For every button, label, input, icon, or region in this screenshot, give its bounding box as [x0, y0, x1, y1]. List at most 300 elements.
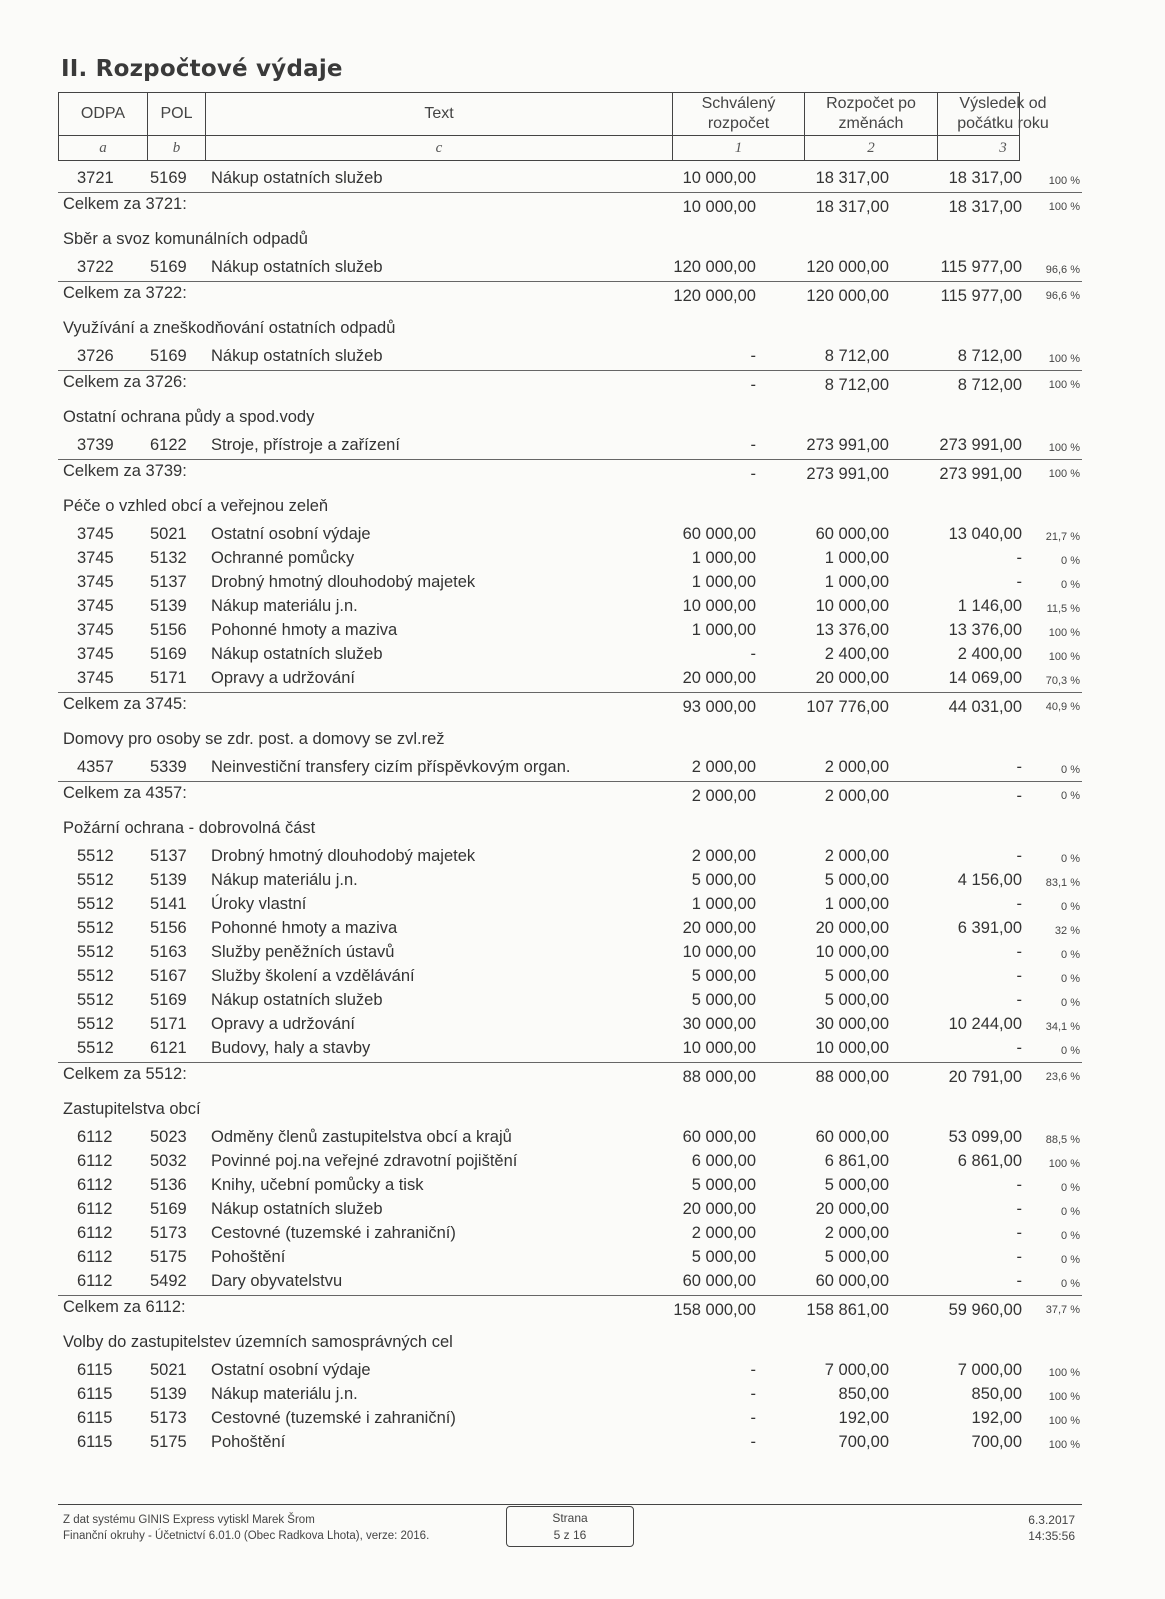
cell-text: Opravy a udržování [211, 1015, 355, 1033]
header-label-b: b [148, 135, 206, 161]
cell-v3: - [1016, 895, 1022, 913]
cell-text: Knihy, učební pomůcky a tisk [211, 1176, 424, 1194]
cell-pol: 5139 [150, 597, 187, 615]
cell-v1: 5 000,00 [691, 871, 756, 889]
cell-odpa: 6115 [77, 1433, 113, 1451]
section-heading: Požární ochrana - dobrovolná část [63, 819, 316, 837]
table-row [0, 917, 1165, 941]
cell-odpa: 5512 [77, 919, 114, 937]
cell-pol: 5139 [150, 1385, 187, 1403]
cell-odpa: 5512 [77, 967, 114, 985]
cell-odpa: 6115 [77, 1385, 113, 1403]
cell-v2: 5 000,00 [824, 871, 889, 889]
table-row [0, 1037, 1165, 1061]
cell-v1: 2 000,00 [691, 1224, 756, 1242]
cell-pol: 5173 [150, 1224, 187, 1242]
cell-pol: 5492 [150, 1272, 187, 1290]
cell-pol: 5171 [150, 669, 187, 687]
header-col2 [805, 93, 938, 135]
cell-odpa: 3739 [77, 436, 114, 454]
cell-v3: 13 040,00 [948, 525, 1022, 543]
cell-pct: 0 % [1061, 1230, 1080, 1242]
cell-text: Ostatní osobní výdaje [211, 1361, 371, 1379]
cell-pct: 11,5 % [1046, 603, 1080, 615]
cell-pol: 5339 [150, 758, 187, 776]
section-heading: Volby do zastupitelstev územních samosprávných cel [63, 1333, 453, 1351]
cell-v1: 1 000,00 [691, 621, 756, 639]
cell-pct: 100 % [1048, 627, 1080, 639]
header-col1 [673, 93, 805, 135]
cell-pol: 5021 [150, 525, 187, 543]
cell-pct: 100 % [1048, 1391, 1080, 1403]
table-row [0, 595, 1165, 619]
total-v3: 18 317,00 [948, 198, 1022, 216]
total-v1: 10 000,00 [682, 198, 756, 216]
cell-v1: - [750, 1409, 756, 1427]
cell-v1: 1 000,00 [691, 573, 756, 591]
cell-pol: 5023 [150, 1128, 187, 1146]
cell-odpa: 3745 [77, 597, 114, 615]
cell-v1: 60 000,00 [682, 525, 756, 543]
cell-pol: 5137 [150, 847, 187, 865]
table-row [0, 643, 1165, 667]
total-pct: 0 % [1061, 790, 1080, 802]
cell-v1: 30 000,00 [682, 1015, 756, 1033]
footer-line2: Finanční okruhy - Účetnictví 6.01.0 (Obec Radkova Lhota), verze: 2016. [63, 1530, 430, 1542]
table-row [0, 941, 1165, 965]
cell-v1: 1 000,00 [691, 895, 756, 913]
cell-pol: 5169 [150, 1200, 187, 1218]
cell-text: Nákup ostatních služeb [211, 347, 383, 365]
total-v3: - [1016, 787, 1022, 805]
cell-v3: - [1016, 1176, 1022, 1194]
cell-pol: 6122 [150, 436, 187, 454]
cell-text: Cestovné (tuzemské i zahraniční) [211, 1224, 456, 1242]
cell-v1: 5 000,00 [691, 1248, 756, 1266]
cell-odpa: 6115 [77, 1361, 113, 1379]
cell-text: Budovy, haly a stavby [211, 1039, 371, 1057]
header-col2-line1: Rozpočet po [826, 95, 916, 112]
cell-v1: 120 000,00 [673, 258, 756, 276]
cell-pol: 5175 [150, 1248, 187, 1266]
total-v3: 115 977,00 [940, 287, 1022, 305]
cell-v3: 6 861,00 [957, 1152, 1022, 1170]
footer-info [63, 1512, 429, 1544]
cell-pct: 96,6 % [1045, 264, 1080, 276]
cell-v2: 192,00 [838, 1409, 889, 1427]
table-row [0, 845, 1165, 869]
cell-odpa: 6112 [77, 1152, 113, 1170]
total-label: Celkem za 3745: [63, 695, 187, 713]
cell-pct: 0 % [1061, 853, 1080, 865]
table-row [0, 1270, 1165, 1294]
table-row [0, 523, 1165, 547]
cell-v3: - [1016, 1248, 1022, 1266]
cell-v1: 60 000,00 [682, 1128, 756, 1146]
cell-v3: - [1016, 1224, 1022, 1242]
total-pct: 40,9 % [1045, 701, 1080, 713]
total-v1: - [750, 376, 756, 394]
cell-odpa: 6112 [77, 1272, 113, 1290]
cell-v1: 10 000,00 [682, 943, 756, 961]
cell-v1: 5 000,00 [691, 967, 756, 985]
cell-v3: 7 000,00 [957, 1361, 1022, 1379]
table-row [0, 989, 1165, 1013]
cell-v1: - [750, 1361, 756, 1379]
table-row [0, 1222, 1165, 1246]
cell-text: Ostatní osobní výdaje [211, 525, 371, 543]
total-v2: 88 000,00 [815, 1068, 889, 1086]
cell-text: Pohoštění [211, 1433, 286, 1451]
total-v2: 107 776,00 [806, 698, 889, 716]
cell-v1: 5 000,00 [691, 1176, 756, 1194]
table-row [0, 965, 1165, 989]
cell-odpa: 6115 [77, 1409, 113, 1427]
cell-odpa: 3745 [77, 525, 114, 543]
cell-v3: - [1016, 1039, 1022, 1057]
cell-pol: 5139 [150, 871, 187, 889]
cell-v1: - [750, 436, 756, 454]
cell-pol: 5169 [150, 645, 187, 663]
cell-text: Nákup materiálu j.n. [211, 1385, 358, 1403]
cell-pct: 100 % [1048, 175, 1080, 187]
cell-pct: 0 % [1061, 901, 1080, 913]
cell-odpa: 3745 [77, 645, 114, 663]
cell-v2: 7 000,00 [824, 1361, 889, 1379]
total-v2: 18 317,00 [815, 198, 889, 216]
total-v2: 8 712,00 [824, 376, 889, 394]
total-v2: 120 000,00 [806, 287, 889, 305]
cell-pol: 5169 [150, 169, 187, 187]
cell-text: Pohonné hmoty a maziva [211, 621, 398, 639]
cell-odpa: 5512 [77, 991, 114, 1009]
cell-text: Povinné poj.na veřejné zdravotní pojištění [211, 1152, 518, 1170]
cell-odpa: 6112 [77, 1176, 113, 1194]
print-timestamp [1028, 1512, 1075, 1544]
group-total [58, 192, 1082, 216]
cell-v2: 5 000,00 [824, 1248, 889, 1266]
cell-text: Nákup ostatních služeb [211, 169, 383, 187]
total-v3: 8 712,00 [957, 376, 1022, 394]
cell-odpa: 4357 [77, 758, 114, 776]
header-label-1: 1 [673, 135, 805, 161]
cell-v1: 2 000,00 [691, 847, 756, 865]
table-row [0, 345, 1165, 369]
header-label-a: a [59, 135, 148, 161]
cell-text: Nákup ostatních služeb [211, 258, 383, 276]
cell-v1: 5 000,00 [691, 991, 756, 1009]
table-row [0, 434, 1165, 458]
cell-odpa: 3745 [77, 621, 114, 639]
cell-odpa: 5512 [77, 1039, 114, 1057]
cell-v2: 850,00 [838, 1385, 889, 1403]
cell-v3: - [1016, 1272, 1022, 1290]
cell-v1: 60 000,00 [682, 1272, 756, 1290]
total-v1: 93 000,00 [682, 698, 756, 716]
cell-text: Služby školení a vzdělávání [211, 967, 415, 985]
page-indicator [506, 1506, 634, 1547]
cell-pct: 100 % [1048, 1415, 1080, 1427]
table-row [0, 1174, 1165, 1198]
footer-line1: Z dat systému GINIS Express vytiskl Marek Šrom [63, 1514, 315, 1526]
cell-text: Cestovné (tuzemské i zahraniční) [211, 1409, 456, 1427]
header-label-2: 2 [805, 135, 938, 161]
table-row [0, 869, 1165, 893]
cell-v1: - [750, 1385, 756, 1403]
table-row [0, 1126, 1165, 1150]
cell-v3: - [1016, 549, 1022, 567]
group-total [58, 692, 1082, 716]
cell-v2: 700,00 [838, 1433, 889, 1451]
cell-odpa: 6112 [77, 1224, 113, 1242]
cell-odpa: 3745 [77, 549, 114, 567]
cell-pct: 0 % [1061, 764, 1080, 776]
cell-v2: 30 000,00 [815, 1015, 889, 1033]
header-col3-line2: počátku roku [957, 115, 1049, 132]
group-total [58, 281, 1082, 305]
cell-v2: 10 000,00 [815, 597, 889, 615]
cell-v1: 1 000,00 [691, 549, 756, 567]
cell-odpa: 3722 [77, 258, 114, 276]
cell-pct: 21,7 % [1045, 531, 1080, 543]
total-pct: 100 % [1048, 468, 1080, 480]
cell-odpa: 6112 [77, 1200, 113, 1218]
table-row [0, 667, 1165, 691]
cell-v2: 1 000,00 [824, 549, 889, 567]
print-date: 6.3.2017 [1028, 1513, 1075, 1527]
cell-pct: 0 % [1061, 949, 1080, 961]
cell-text: Odměny členů zastupitelstva obcí a krajů [211, 1128, 512, 1146]
header-col3-line1: Výsledek od [959, 95, 1047, 112]
table-row [0, 1150, 1165, 1174]
table-row [0, 756, 1165, 780]
total-label: Celkem za 3721: [63, 195, 187, 213]
cell-pol: 5169 [150, 347, 187, 365]
cell-v3: 700,00 [971, 1433, 1022, 1451]
cell-v3: 4 156,00 [957, 871, 1022, 889]
cell-text: Pohoštění [211, 1248, 286, 1266]
cell-v1: 20 000,00 [682, 1200, 756, 1218]
total-v1: - [750, 465, 756, 483]
cell-v2: 8 712,00 [824, 347, 889, 365]
cell-odpa: 5512 [77, 943, 114, 961]
cell-pol: 5136 [150, 1176, 187, 1194]
cell-odpa: 5512 [77, 1015, 114, 1033]
total-pct: 96,6 % [1045, 290, 1080, 302]
cell-pol: 5163 [150, 943, 187, 961]
table-row [0, 547, 1165, 571]
section-heading: Využívání a zneškodňování ostatních odpadů [63, 319, 396, 337]
header-pol: POL [148, 93, 206, 135]
cell-v3: - [1016, 758, 1022, 776]
cell-v3: 6 391,00 [957, 919, 1022, 937]
group-total [58, 1295, 1082, 1319]
cell-odpa: 5512 [77, 847, 114, 865]
total-v2: 2 000,00 [824, 787, 889, 805]
cell-v3: 273 991,00 [939, 436, 1022, 454]
cell-pol: 5167 [150, 967, 187, 985]
table-row [0, 1383, 1165, 1407]
cell-v2: 10 000,00 [815, 943, 889, 961]
section-heading: Zastupitelstva obcí [63, 1100, 201, 1118]
cell-v2: 1 000,00 [824, 573, 889, 591]
cell-pct: 100 % [1048, 1367, 1080, 1379]
cell-odpa: 3721 [77, 169, 114, 187]
total-v2: 273 991,00 [806, 465, 889, 483]
section-heading: Domovy pro osoby se zdr. post. a domovy se zvl.rež [63, 730, 445, 748]
total-label: Celkem za 4357: [63, 784, 187, 802]
total-v3: 20 791,00 [948, 1068, 1022, 1086]
table-row [0, 893, 1165, 917]
cell-v2: 5 000,00 [824, 967, 889, 985]
cell-pct: 0 % [1061, 579, 1080, 591]
cell-odpa: 3745 [77, 573, 114, 591]
header-text: Text [206, 93, 673, 135]
header-label-3: 3 [999, 139, 1007, 156]
cell-pct: 83,1 % [1045, 877, 1080, 889]
cell-pct: 0 % [1061, 1045, 1080, 1057]
cell-v2: 10 000,00 [815, 1039, 889, 1057]
total-label: Celkem za 3722: [63, 284, 187, 302]
cell-pct: 0 % [1061, 1278, 1080, 1290]
cell-text: Drobný hmotný dlouhodobý majetek [211, 847, 476, 865]
cell-v3: 18 317,00 [948, 169, 1022, 187]
cell-text: Služby peněžních ústavů [211, 943, 395, 961]
cell-pct: 32 % [1054, 925, 1080, 937]
print-time: 14:35:56 [1028, 1529, 1075, 1543]
table-row [0, 1198, 1165, 1222]
cell-v1: - [750, 645, 756, 663]
cell-v2: 60 000,00 [815, 1128, 889, 1146]
cell-v3: 1 146,00 [957, 597, 1022, 615]
total-v1: 2 000,00 [691, 787, 756, 805]
page-title: II. Rozpočtové výdaje [61, 56, 343, 82]
cell-v2: 60 000,00 [815, 1272, 889, 1290]
header-col3 [938, 93, 1068, 135]
cell-pol: 5169 [150, 991, 187, 1009]
cell-v3: - [1016, 967, 1022, 985]
section-heading: Péče o vzhled obcí a veřejnou zeleň [63, 497, 329, 515]
cell-v1: 20 000,00 [682, 669, 756, 687]
cell-pct: 0 % [1061, 555, 1080, 567]
cell-odpa: 5512 [77, 871, 114, 889]
cell-v2: 2 000,00 [824, 1224, 889, 1242]
cell-pol: 5156 [150, 919, 187, 937]
cell-v2: 5 000,00 [824, 991, 889, 1009]
cell-v2: 2 000,00 [824, 758, 889, 776]
cell-pct: 100 % [1048, 651, 1080, 663]
cell-v1: 2 000,00 [691, 758, 756, 776]
cell-v1: 10 000,00 [682, 1039, 756, 1057]
group-total [58, 1062, 1082, 1086]
cell-v1: - [750, 347, 756, 365]
cell-text: Stroje, přístroje a zařízení [211, 436, 400, 454]
cell-text: Dary obyvatelstvu [211, 1272, 343, 1290]
cell-v3: 2 400,00 [957, 645, 1022, 663]
cell-odpa: 6112 [77, 1248, 113, 1266]
total-label: Celkem za 3726: [63, 373, 187, 391]
cell-pol: 5137 [150, 573, 187, 591]
total-pct: 100 % [1048, 379, 1080, 391]
cell-v3: 192,00 [971, 1409, 1022, 1427]
total-v1: 88 000,00 [682, 1068, 756, 1086]
cell-v3: 8 712,00 [957, 347, 1022, 365]
cell-pct: 0 % [1061, 1206, 1080, 1218]
cell-v3: 10 244,00 [948, 1015, 1022, 1033]
cell-v2: 5 000,00 [824, 1176, 889, 1194]
table-row [0, 1246, 1165, 1270]
cell-v3: - [1016, 847, 1022, 865]
cell-pct: 0 % [1061, 997, 1080, 1009]
total-label: Celkem za 3739: [63, 462, 187, 480]
total-pct: 37,7 % [1045, 1304, 1080, 1316]
cell-pct: 88,5 % [1045, 1134, 1080, 1146]
cell-pct: 100 % [1048, 442, 1080, 454]
table-row [0, 1431, 1165, 1455]
cell-v3: - [1016, 1200, 1022, 1218]
group-total [58, 781, 1082, 805]
cell-text: Nákup ostatních služeb [211, 991, 383, 1009]
table-row [0, 256, 1165, 280]
total-v2: 158 861,00 [806, 1301, 889, 1319]
cell-text: Úroky vlastní [211, 895, 307, 913]
total-v1: 120 000,00 [673, 287, 756, 305]
cell-v2: 20 000,00 [815, 919, 889, 937]
section-heading: Ostatní ochrana půdy a spod.vody [63, 408, 315, 426]
cell-pol: 5169 [150, 258, 187, 276]
cell-pol: 5132 [150, 549, 187, 567]
cell-v1: 10 000,00 [682, 597, 756, 615]
total-v3: 273 991,00 [939, 465, 1022, 483]
cell-odpa: 3726 [77, 347, 114, 365]
cell-v3: - [1016, 573, 1022, 591]
cell-pol: 5141 [150, 895, 187, 913]
table-row [0, 1013, 1165, 1037]
cell-v1: 20 000,00 [682, 919, 756, 937]
cell-pct: 34,1 % [1045, 1021, 1080, 1033]
cell-v3: 53 099,00 [948, 1128, 1022, 1146]
cell-v2: 60 000,00 [815, 525, 889, 543]
cell-text: Nákup ostatních služeb [211, 645, 383, 663]
cell-v3: 13 376,00 [948, 621, 1022, 639]
cell-v1: 6 000,00 [691, 1152, 756, 1170]
cell-v3: - [1016, 943, 1022, 961]
cell-v2: 2 000,00 [824, 847, 889, 865]
cell-odpa: 5512 [77, 895, 114, 913]
cell-v2: 6 861,00 [824, 1152, 889, 1170]
header-odpa: ODPA [59, 93, 148, 135]
cell-v1: 10 000,00 [682, 169, 756, 187]
header-col1-line2: rozpočet [707, 115, 770, 132]
total-pct: 100 % [1048, 201, 1080, 213]
header-label-c: c [206, 135, 673, 161]
total-v3: 44 031,00 [948, 698, 1022, 716]
cell-pct: 100 % [1048, 353, 1080, 365]
cell-pct: 70,3 % [1045, 675, 1080, 687]
cell-pct: 100 % [1048, 1439, 1080, 1451]
cell-v1: - [750, 1433, 756, 1451]
total-label: Celkem za 6112: [63, 1298, 186, 1316]
cell-v3: 14 069,00 [948, 669, 1022, 687]
total-pct: 23,6 % [1045, 1071, 1080, 1083]
cell-odpa: 3745 [77, 669, 114, 687]
cell-pol: 5173 [150, 1409, 187, 1427]
cell-text: Nákup materiálu j.n. [211, 871, 358, 889]
cell-v2: 120 000,00 [806, 258, 889, 276]
cell-text: Nákup materiálu j.n. [211, 597, 358, 615]
page-number: 5 z 16 [553, 1528, 587, 1542]
cell-text: Neinvestiční transfery cizím příspěvkovým organ. [211, 758, 571, 776]
